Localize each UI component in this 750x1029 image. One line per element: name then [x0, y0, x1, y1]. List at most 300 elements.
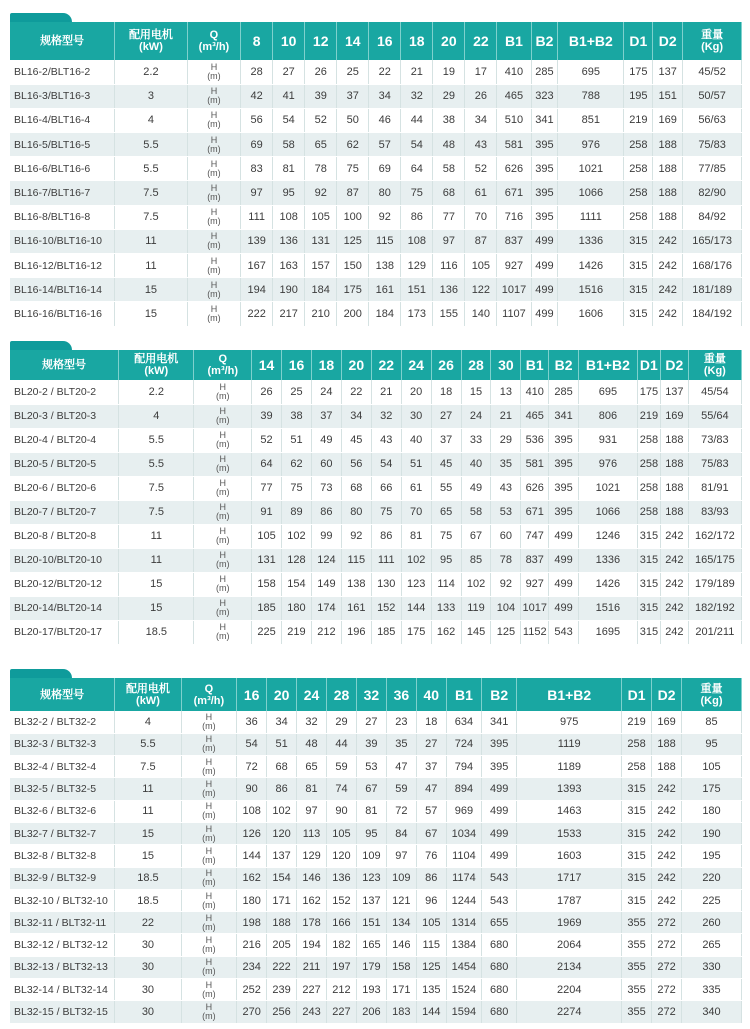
dimension-cell: 1463 [517, 800, 622, 822]
head-value-cell: 81 [356, 800, 386, 822]
dimension-cell: 671 [497, 181, 531, 205]
head-value-cell: 166 [327, 912, 357, 934]
header-weight-unit: (Kg) [701, 41, 724, 53]
dimension-cell: 1104 [446, 845, 481, 867]
head-value-cell: 165 [356, 934, 386, 956]
head-value-cell: 32 [371, 404, 401, 428]
head-value-cell: 32 [401, 84, 433, 108]
model-cell: BL16-2/BLT16-2 [10, 60, 115, 84]
dimension-cell: 169 [653, 108, 683, 132]
dimension-cell: 927 [497, 254, 531, 278]
head-value-cell: 25 [337, 60, 369, 84]
dimension-cell: 258 [624, 157, 653, 181]
weight-cell: 195 [682, 845, 742, 867]
dimension-cell: 2064 [517, 934, 622, 956]
head-value-cell: 173 [401, 302, 433, 326]
head-unit-cell [194, 428, 252, 452]
dimension-cell: 680 [482, 956, 517, 978]
header-weight-unit: (Kg) [703, 365, 726, 377]
head-value-cell: 45 [431, 452, 461, 476]
head-value-cell: 25 [282, 380, 312, 404]
head-unit-cell [187, 302, 240, 326]
dimension-cell: 1516 [558, 278, 624, 302]
head-label: H [210, 183, 218, 194]
table-row [10, 524, 742, 548]
table-row [10, 404, 742, 428]
table-row [10, 620, 742, 644]
dimension-cell: 1524 [446, 979, 481, 1001]
head-value-cell: 146 [386, 934, 416, 956]
motor-power-cell: 30 [115, 956, 181, 978]
dimension-cell: 355 [622, 979, 652, 1001]
motor-power-cell: 4 [115, 711, 181, 733]
head-unit: (m) [216, 390, 230, 401]
dimension-cell: 851 [558, 108, 624, 132]
model-cell: BL32-7 / BLT32-7 [10, 822, 115, 844]
dimension-cell: 169 [652, 711, 682, 733]
header-flow-q [194, 350, 252, 380]
head-value-cell: 133 [431, 596, 461, 620]
table-row [10, 60, 742, 84]
weight-cell: 181/189 [683, 278, 742, 302]
dimension-cell: 188 [661, 476, 689, 500]
model-cell: BL32-11 / BLT32-11 [10, 912, 115, 934]
head-value-cell: 171 [386, 979, 416, 1001]
dimension-cell: 680 [482, 1001, 517, 1023]
header-flow-value: 20 [341, 350, 371, 380]
head-label: H [219, 502, 227, 512]
head-value-cell: 68 [341, 476, 371, 500]
dimension-cell: 242 [661, 572, 689, 596]
table-row [10, 181, 742, 205]
head-value-cell: 54 [371, 452, 401, 476]
head-label: H [210, 86, 218, 97]
dimension-cell: 258 [637, 500, 660, 524]
head-unit: (m) [216, 631, 230, 641]
dimension-cell: 395 [531, 133, 558, 157]
dimension-cell: 175 [624, 60, 653, 84]
head-unit-cell [187, 133, 240, 157]
header-flow-value: 30 [491, 350, 521, 380]
head-label: H [219, 478, 227, 488]
head-value-cell: 136 [433, 278, 465, 302]
dimension-cell: 151 [653, 84, 683, 108]
head-unit-cell [194, 476, 252, 500]
head-value-cell: 86 [401, 205, 433, 229]
head-value-cell: 115 [341, 548, 371, 572]
head-label: H [210, 61, 218, 72]
dimension-cell: 716 [497, 205, 531, 229]
head-value-cell: 92 [305, 181, 337, 205]
dimension-cell: 1533 [517, 822, 622, 844]
head-value-cell: 92 [491, 572, 521, 596]
header-weight-label: 重量 [700, 682, 723, 695]
header-weight [688, 350, 741, 380]
motor-power-cell: 18.5 [115, 867, 181, 889]
dimension-cell: 341 [531, 108, 558, 132]
dimension-cell: 315 [624, 278, 653, 302]
head-value-cell: 26 [252, 380, 282, 404]
table-row [10, 380, 742, 404]
dimension-cell: 188 [653, 157, 683, 181]
head-value-cell: 243 [297, 1001, 327, 1023]
weight-cell: 265 [682, 934, 742, 956]
head-value-cell: 178 [297, 912, 327, 934]
dimension-cell: 410 [521, 380, 549, 404]
weight-cell: 55/64 [688, 404, 741, 428]
head-value-cell: 155 [433, 302, 465, 326]
head-unit-cell [181, 912, 237, 934]
head-unit-cell [181, 845, 237, 867]
head-value-cell: 59 [386, 778, 416, 800]
table-tab-decoration [10, 669, 72, 678]
motor-power-cell: 11 [115, 254, 188, 278]
dimension-cell: 188 [661, 500, 689, 524]
header-flow-value: 40 [416, 678, 446, 711]
table-row [10, 476, 742, 500]
header-weight [683, 22, 742, 60]
dimension-cell: 258 [624, 181, 653, 205]
head-value-cell: 144 [237, 845, 267, 867]
head-unit-cell [187, 278, 240, 302]
head-value-cell: 39 [305, 84, 337, 108]
motor-power-cell: 22 [115, 912, 181, 934]
head-value-cell: 216 [237, 934, 267, 956]
model-cell: BL16-3/BLT16-3 [10, 84, 115, 108]
head-unit: (m) [207, 167, 221, 178]
table-row [10, 596, 742, 620]
head-value-cell: 97 [433, 229, 465, 253]
head-value-cell: 123 [356, 867, 386, 889]
head-value-cell: 68 [267, 756, 297, 778]
weight-cell: 340 [682, 1001, 742, 1023]
dimension-cell: 395 [549, 428, 579, 452]
dimension-cell: 137 [653, 60, 683, 84]
head-value-cell: 194 [297, 934, 327, 956]
head-value-cell: 50 [337, 108, 369, 132]
motor-power-cell: 15 [115, 302, 188, 326]
head-value-cell: 87 [465, 229, 497, 253]
head-value-cell: 41 [273, 84, 305, 108]
dimension-cell: 188 [653, 181, 683, 205]
head-label: H [210, 158, 218, 169]
dimension-cell: 581 [521, 452, 549, 476]
head-value-cell: 198 [237, 912, 267, 934]
table-row [10, 934, 742, 956]
model-cell: BL20-4 / BLT20-4 [10, 428, 119, 452]
weight-cell: 180 [682, 800, 742, 822]
head-unit: (m) [216, 511, 230, 521]
head-value-cell: 138 [369, 254, 401, 278]
dimension-cell: 499 [531, 229, 558, 253]
head-value-cell: 80 [341, 500, 371, 524]
header-model: 规格型号 [10, 22, 115, 60]
dimension-cell: 188 [653, 205, 683, 229]
table-row [10, 500, 742, 524]
head-value-cell: 62 [282, 452, 312, 476]
dimension-cell: 695 [579, 380, 638, 404]
header-model: 规格型号 [10, 678, 115, 711]
model-cell: BL20-3 / BLT20-3 [10, 404, 119, 428]
dimension-cell: 355 [622, 912, 652, 934]
dimension-cell: 242 [652, 867, 682, 889]
dimension-cell: 315 [637, 548, 660, 572]
head-value-cell: 52 [305, 108, 337, 132]
dimension-cell: 1111 [558, 205, 624, 229]
head-value-cell: 67 [461, 524, 491, 548]
model-cell: BL32-5 / BLT32-5 [10, 778, 115, 800]
head-value-cell: 125 [491, 620, 521, 644]
model-cell: BL16-16/BLT16-16 [10, 302, 115, 326]
head-value-cell: 95 [273, 181, 305, 205]
table-row [10, 867, 742, 889]
head-label: H [219, 574, 227, 584]
header-dimension: B2 [482, 678, 517, 711]
head-label: H [219, 526, 227, 536]
dimension-cell: 272 [652, 979, 682, 1001]
head-value-cell: 44 [327, 733, 357, 755]
dimension-cell: 1021 [579, 476, 638, 500]
head-label: H [210, 134, 218, 145]
head-value-cell: 120 [267, 822, 297, 844]
model-cell: BL32-9 / BLT32-9 [10, 867, 115, 889]
head-value-cell: 102 [267, 800, 297, 822]
head-value-cell: 184 [305, 278, 337, 302]
head-unit: (m) [207, 143, 221, 154]
motor-power-cell: 5.5 [119, 428, 194, 452]
table-row [10, 800, 742, 822]
head-value-cell: 175 [337, 278, 369, 302]
table-row [10, 548, 742, 572]
header-motor-label: 配用电机 [134, 353, 179, 365]
dimension-cell: 258 [622, 756, 652, 778]
head-value-cell: 37 [416, 756, 446, 778]
head-value-cell: 86 [311, 500, 341, 524]
head-value-cell: 102 [282, 524, 312, 548]
dimension-cell: 724 [446, 733, 481, 755]
header-row [10, 350, 742, 380]
dimension-cell: 258 [637, 428, 660, 452]
dimension-cell: 188 [652, 756, 682, 778]
head-unit: (m) [216, 415, 230, 425]
head-value-cell: 225 [252, 620, 282, 644]
head-unit-cell [181, 800, 237, 822]
head-value-cell: 75 [337, 157, 369, 181]
header-row [10, 678, 742, 711]
head-value-cell: 75 [282, 476, 312, 500]
dimension-cell: 499 [482, 822, 517, 844]
header-motor [115, 22, 188, 60]
head-value-cell: 54 [237, 733, 267, 755]
table-row [10, 912, 742, 934]
head-value-cell: 47 [416, 778, 446, 800]
header-motor [115, 678, 181, 711]
dimension-cell: 680 [482, 934, 517, 956]
header-dimension: B1+B2 [579, 350, 638, 380]
model-cell: BL20-8 / BLT20-8 [10, 524, 119, 548]
head-value-cell: 37 [337, 84, 369, 108]
model-cell: BL32-10 / BLT32-10 [10, 889, 115, 911]
dimension-cell: 975 [517, 711, 622, 733]
head-value-cell: 29 [433, 84, 465, 108]
head-unit-cell [187, 60, 240, 84]
head-value-cell: 95 [356, 822, 386, 844]
table-row [10, 254, 742, 278]
weight-cell: 81/91 [688, 476, 741, 500]
head-value-cell: 27 [431, 404, 461, 428]
head-value-cell: 129 [297, 845, 327, 867]
header-q-label: Q [204, 682, 214, 695]
head-value-cell: 35 [386, 733, 416, 755]
head-value-cell: 125 [337, 229, 369, 253]
head-value-cell: 47 [386, 756, 416, 778]
motor-power-cell: 4 [115, 108, 188, 132]
head-label: H [219, 406, 227, 416]
header-motor-unit: (kW) [139, 41, 163, 53]
head-value-cell: 102 [401, 548, 431, 572]
header-flow-value: 12 [305, 22, 337, 60]
head-value-cell: 22 [341, 380, 371, 404]
head-value-cell: 65 [297, 756, 327, 778]
head-unit-cell [181, 711, 237, 733]
head-unit-cell [181, 822, 237, 844]
table-row [10, 756, 742, 778]
dimension-cell: 1152 [521, 620, 549, 644]
table-row [10, 84, 742, 108]
dimension-cell: 2274 [517, 1001, 622, 1023]
head-value-cell: 163 [273, 254, 305, 278]
motor-power-cell: 15 [119, 572, 194, 596]
head-value-cell: 92 [369, 205, 401, 229]
head-value-cell: 150 [337, 254, 369, 278]
weight-cell: 190 [682, 822, 742, 844]
head-value-cell: 125 [416, 956, 446, 978]
dimension-cell: 315 [622, 822, 652, 844]
head-value-cell: 90 [237, 778, 267, 800]
dimension-cell: 410 [497, 60, 531, 84]
head-unit-cell [187, 157, 240, 181]
pump-table-bl20 [10, 350, 742, 645]
dimension-cell: 242 [652, 778, 682, 800]
dimension-cell: 499 [482, 845, 517, 867]
header-weight-label: 重量 [701, 29, 724, 41]
head-value-cell: 154 [267, 867, 297, 889]
head-unit-cell [194, 380, 252, 404]
dimension-cell: 315 [637, 596, 660, 620]
table-row [10, 778, 742, 800]
table-row [10, 157, 742, 181]
head-value-cell: 34 [465, 108, 497, 132]
head-value-cell: 28 [241, 60, 273, 84]
model-cell: BL20-6 / BLT20-6 [10, 476, 119, 500]
head-value-cell: 115 [369, 229, 401, 253]
head-value-cell: 104 [491, 596, 521, 620]
head-value-cell: 137 [356, 889, 386, 911]
head-unit-cell [194, 404, 252, 428]
head-label: H [205, 1002, 213, 1012]
head-label: H [205, 845, 213, 856]
head-value-cell: 111 [241, 205, 273, 229]
head-value-cell: 32 [297, 711, 327, 733]
head-value-cell: 89 [282, 500, 312, 524]
head-value-cell: 108 [237, 800, 267, 822]
head-value-cell: 80 [369, 181, 401, 205]
dimension-cell: 680 [482, 979, 517, 1001]
head-value-cell: 180 [282, 596, 312, 620]
head-value-cell: 69 [241, 133, 273, 157]
dimension-cell: 1695 [579, 620, 638, 644]
weight-cell: 179/189 [688, 572, 741, 596]
head-label: H [205, 823, 213, 834]
head-value-cell: 62 [337, 133, 369, 157]
head-value-cell: 111 [371, 548, 401, 572]
head-value-cell: 122 [465, 278, 497, 302]
dimension-cell: 242 [661, 548, 689, 572]
head-label: H [210, 231, 218, 242]
motor-power-cell: 11 [115, 778, 181, 800]
dimension-cell: 315 [624, 302, 653, 326]
head-value-cell: 46 [369, 108, 401, 132]
model-cell: BL20-5 / BLT20-5 [10, 452, 119, 476]
header-flow-value: 10 [273, 22, 305, 60]
dimension-cell: 634 [446, 711, 481, 733]
header-flow-q [187, 22, 240, 60]
head-value-cell: 27 [356, 711, 386, 733]
dimension-cell: 242 [661, 524, 689, 548]
dimension-cell: 242 [652, 845, 682, 867]
head-value-cell: 157 [305, 254, 337, 278]
weight-cell: 165/175 [688, 548, 741, 572]
weight-cell: 162/172 [688, 524, 741, 548]
head-value-cell: 200 [337, 302, 369, 326]
head-value-cell: 105 [252, 524, 282, 548]
dimension-cell: 536 [521, 428, 549, 452]
header-flow-value: 14 [337, 22, 369, 60]
head-value-cell: 18 [431, 380, 461, 404]
head-label: H [219, 550, 227, 560]
dimension-cell: 794 [446, 756, 481, 778]
dimension-cell: 1606 [558, 302, 624, 326]
head-value-cell: 65 [431, 500, 461, 524]
head-unit-cell [187, 84, 240, 108]
motor-power-cell: 3 [115, 84, 188, 108]
dimension-cell: 788 [558, 84, 624, 108]
header-flow-value: 14 [252, 350, 282, 380]
head-value-cell: 58 [461, 500, 491, 524]
header-motor-label: 配用电机 [125, 682, 170, 695]
model-cell: BL20-12/BLT20-12 [10, 572, 119, 596]
head-value-cell: 130 [371, 572, 401, 596]
head-unit: (m) [202, 921, 216, 932]
dimension-cell: 242 [653, 254, 683, 278]
head-value-cell: 134 [386, 912, 416, 934]
head-value-cell: 115 [416, 934, 446, 956]
pump-table-bl16 [10, 22, 742, 327]
dimension-cell: 315 [624, 229, 653, 253]
dimension-cell: 1336 [558, 229, 624, 253]
dimension-cell: 837 [521, 548, 549, 572]
head-label: H [205, 779, 213, 790]
head-value-cell: 64 [401, 157, 433, 181]
dimension-cell: 543 [482, 889, 517, 911]
head-value-cell: 29 [327, 711, 357, 733]
head-unit: (m) [202, 944, 216, 955]
head-label: H [219, 430, 227, 440]
head-value-cell: 190 [273, 278, 305, 302]
head-value-cell: 158 [252, 572, 282, 596]
motor-power-cell: 30 [115, 934, 181, 956]
dimension-cell: 272 [652, 934, 682, 956]
